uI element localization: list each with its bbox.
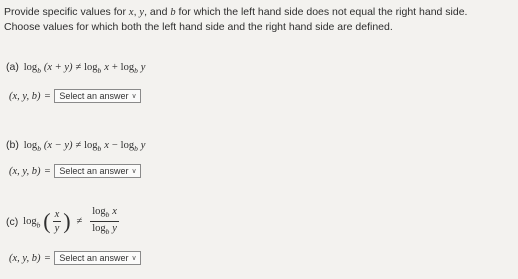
- problem-c-answer-row: [9, 251, 141, 265]
- instructions-text: , and: [144, 6, 171, 18]
- log-argument: x: [112, 206, 117, 217]
- log-symbol: log: [23, 216, 37, 227]
- log-symbol: log: [92, 206, 106, 217]
- log-symbol: log: [120, 62, 135, 73]
- equals-sign: =: [44, 165, 51, 177]
- answer-select-b[interactable]: [54, 164, 140, 178]
- log-base: b: [36, 220, 41, 230]
- instructions-text: Provide specific values for: [4, 6, 129, 18]
- log-symbol: log: [23, 140, 38, 151]
- log-symbol: log: [92, 223, 106, 234]
- select-value: Select an answer: [59, 91, 129, 101]
- log-base: b: [134, 144, 138, 153]
- log-base: b: [37, 144, 41, 153]
- log-argument: (x − y): [43, 140, 73, 151]
- log-base: b: [134, 66, 138, 75]
- operator: −: [111, 140, 118, 151]
- numerator: [90, 206, 119, 222]
- not-equal-sign: ≠: [75, 140, 82, 151]
- not-equal-sign: ≠: [75, 62, 82, 73]
- chevron-down-icon: ∨: [131, 168, 137, 175]
- instructions: [4, 5, 516, 34]
- answer-variables: (x, y, b): [9, 90, 41, 102]
- var-b: b: [170, 7, 176, 18]
- log-base: b: [105, 210, 110, 219]
- fraction-x-over-y: [53, 209, 62, 234]
- var-y: y: [139, 7, 145, 18]
- equals-sign: =: [44, 90, 51, 102]
- operator: +: [111, 62, 118, 73]
- left-paren: (: [43, 208, 51, 234]
- denominator: y: [54, 223, 60, 234]
- problem-label: (a): [6, 61, 19, 73]
- log-symbol: log: [120, 140, 135, 151]
- problem-label: (b): [6, 139, 19, 151]
- log-symbol: log: [84, 140, 98, 151]
- log-argument: y: [112, 223, 117, 234]
- numerator: x: [54, 209, 60, 220]
- problem-c-statement: [6, 206, 121, 237]
- log-base: b: [105, 227, 110, 236]
- instructions-text: ,: [133, 6, 140, 18]
- instructions-line-2: Choose values for which both the left hand side and the right hand side are defined.: [4, 21, 393, 33]
- denominator: [90, 222, 119, 237]
- log-argument: y: [140, 62, 146, 73]
- instructions-text: for which the left hand side does not equal the right hand side.: [175, 6, 468, 18]
- equals-sign: =: [44, 252, 51, 264]
- log-symbol: log: [23, 62, 38, 73]
- instructions-line-1: [4, 5, 516, 20]
- answer-variables: (x, y, b): [9, 252, 41, 264]
- log-argument: x: [104, 140, 109, 151]
- log-symbol: log: [84, 62, 98, 73]
- right-paren: ): [63, 208, 71, 234]
- select-value: Select an answer: [59, 253, 129, 263]
- problem-b-answer-row: [9, 164, 141, 178]
- answer-select-a[interactable]: [54, 89, 140, 103]
- problem-a-answer-row: [9, 89, 141, 103]
- log-base: b: [97, 66, 102, 75]
- problem-b-statement: [6, 139, 145, 153]
- problem-label: (c): [6, 215, 19, 228]
- var-x: x: [128, 7, 134, 18]
- log-argument: x: [104, 62, 109, 73]
- log-argument: (x + y): [43, 62, 73, 73]
- chevron-down-icon: ∨: [131, 93, 137, 100]
- log-base: b: [37, 66, 41, 75]
- answer-select-c[interactable]: [54, 251, 140, 265]
- problem-a-statement: [6, 61, 145, 75]
- fraction-log-ratio: [90, 206, 119, 237]
- answer-variables: (x, y, b): [9, 165, 41, 177]
- not-equal-sign: ≠: [76, 216, 83, 227]
- select-value: Select an answer: [59, 166, 129, 176]
- log-argument: y: [140, 140, 146, 151]
- chevron-down-icon: ∨: [131, 255, 137, 262]
- log-base: b: [97, 144, 102, 153]
